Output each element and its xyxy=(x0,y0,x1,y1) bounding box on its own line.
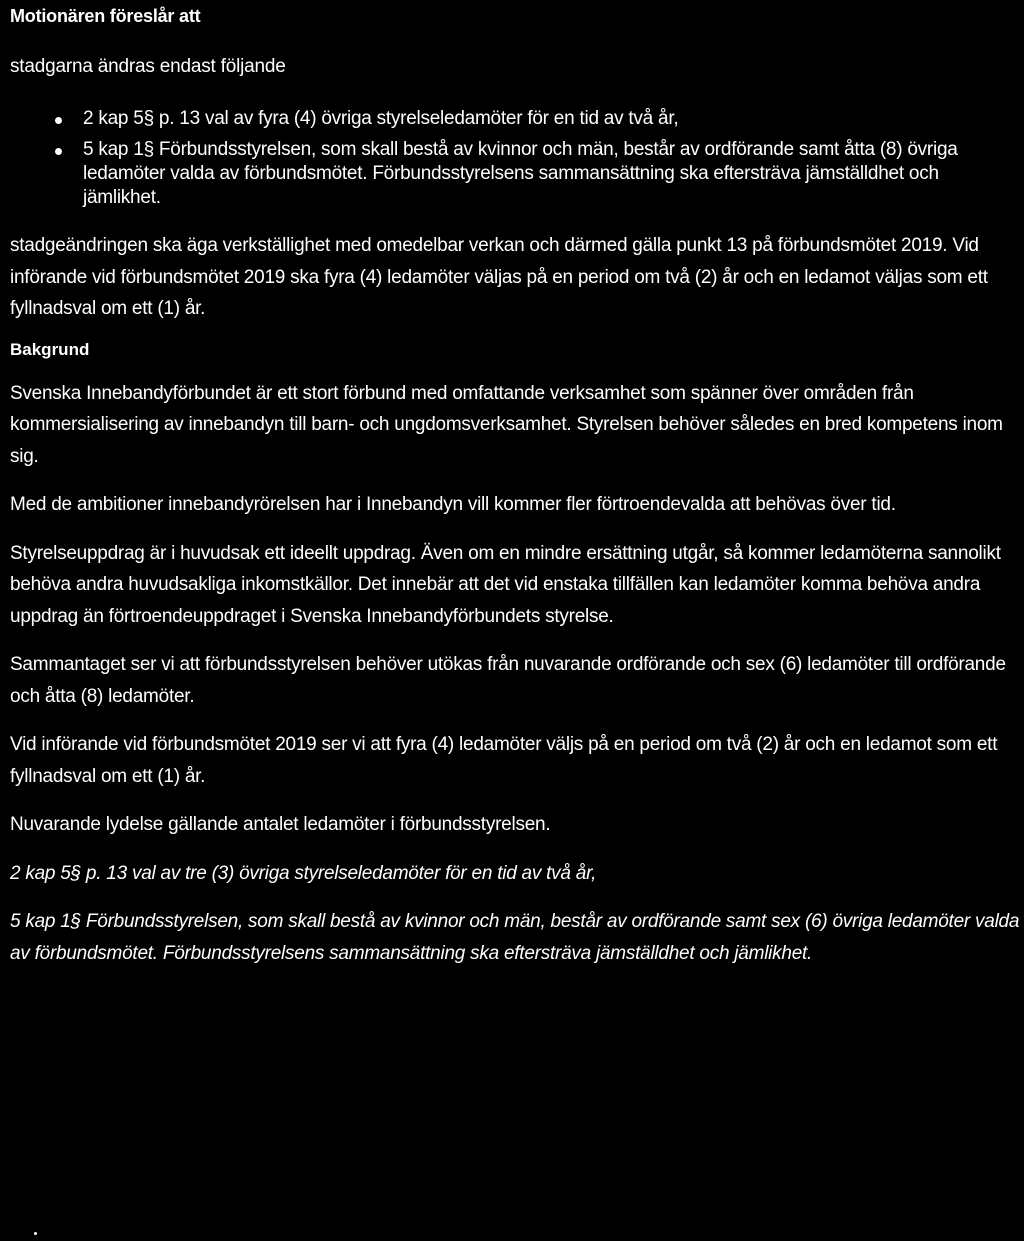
current-rule-paragraph: 5 kap 1§ Förbundsstyrelsen, som skall bestå av kvinnor och män, består av ordförande samt sex (6) övriga ledamöter valda av förbundsmötet. Förbundsstyrelsens sammansättning ska eftersträva jämställdhet och jämlikhet. xyxy=(10,911,1020,964)
motion-heading: Motionären föreslår att xyxy=(10,6,201,26)
list-item-text: 5 kap 1§ Förbundsstyrelsen, som skall bestå av kvinnor och män, består av ordförande samt åtta (8) övriga ledamöter valda av förbundsmötet. Förbundsstyrelsens sammansättning ska eftersträva jämställdhet och jämlikhet. xyxy=(83,139,958,208)
implementation-paragraph: Vid införande vid förbundsmötet 2019 ser vi att fyra (4) ledamöter väljs på en period om två (2) år och en ledamot som ett fyllnadsval om ett (1) år. xyxy=(10,734,998,787)
proposal-list xyxy=(10,107,1020,210)
list-item xyxy=(10,138,1020,210)
bullet-icon xyxy=(55,117,62,124)
document-page xyxy=(10,0,1020,969)
board-duty-paragraph: Styrelseuppdrag är i huvudsak ett ideellt uppdrag. Även om en mindre ersättning utgår, så kommer ledamöterna sannolikt behöva andra huvudsakliga inkomstkällor. Det innebär att det vid enstaka tillfällen kan ledamöter komma behöva andra uppdrag än förtroendeuppdraget i Svenska Innebandyförbundets styrelse. xyxy=(10,542,1001,627)
section-heading-bakgrund: Bakgrund xyxy=(10,339,90,359)
summary-paragraph: Sammantaget ser vi att förbundsstyrelsen behöver utökas från nuvarande ordförande och sex (6) ledamöter till ordförande och åtta (8) ledamöter. xyxy=(10,654,1006,707)
background-paragraph: Svenska Innebandyförbundet är ett stort förbund med omfattande verksamhet som spänner över områden från kommersialisering av innebandyn till barn- och ungdomsverksamhet. Styrelsen behöver således en bred kompetens inom sig. xyxy=(10,382,1003,467)
stray-mark xyxy=(34,1232,37,1235)
list-item xyxy=(10,107,1020,131)
list-item-text: 2 kap 5§ p. 13 val av fyra (4) övriga styrelseledamöter för en tid av två år, xyxy=(83,108,679,129)
bullet-icon xyxy=(55,148,62,155)
current-rule-paragraph: 2 kap 5§ p. 13 val av tre (3) övriga styrelseledamöter för en tid av två år, xyxy=(10,862,597,884)
ambitions-paragraph: Med de ambitioner innebandyrörelsen har i Innebandyn vill kommer fler förtroendevalda att behövas över tid. xyxy=(10,494,896,515)
current-wording-paragraph: Nuvarande lydelse gällande antalet ledamöter i förbundsstyrelsen. xyxy=(10,814,551,835)
intro-text: stadgarna ändras endast följande xyxy=(10,56,286,77)
effect-paragraph: stadgeändringen ska äga verkställighet med omedelbar verkan och därmed gälla punkt 13 på förbundsmötet 2019. Vid införande vid förbundsmötet 2019 ska fyra (4) ledamöter väljas på en period om två (2) år och en ledamot väljas som ett fyllnadsval om ett (1) år. xyxy=(10,235,988,319)
